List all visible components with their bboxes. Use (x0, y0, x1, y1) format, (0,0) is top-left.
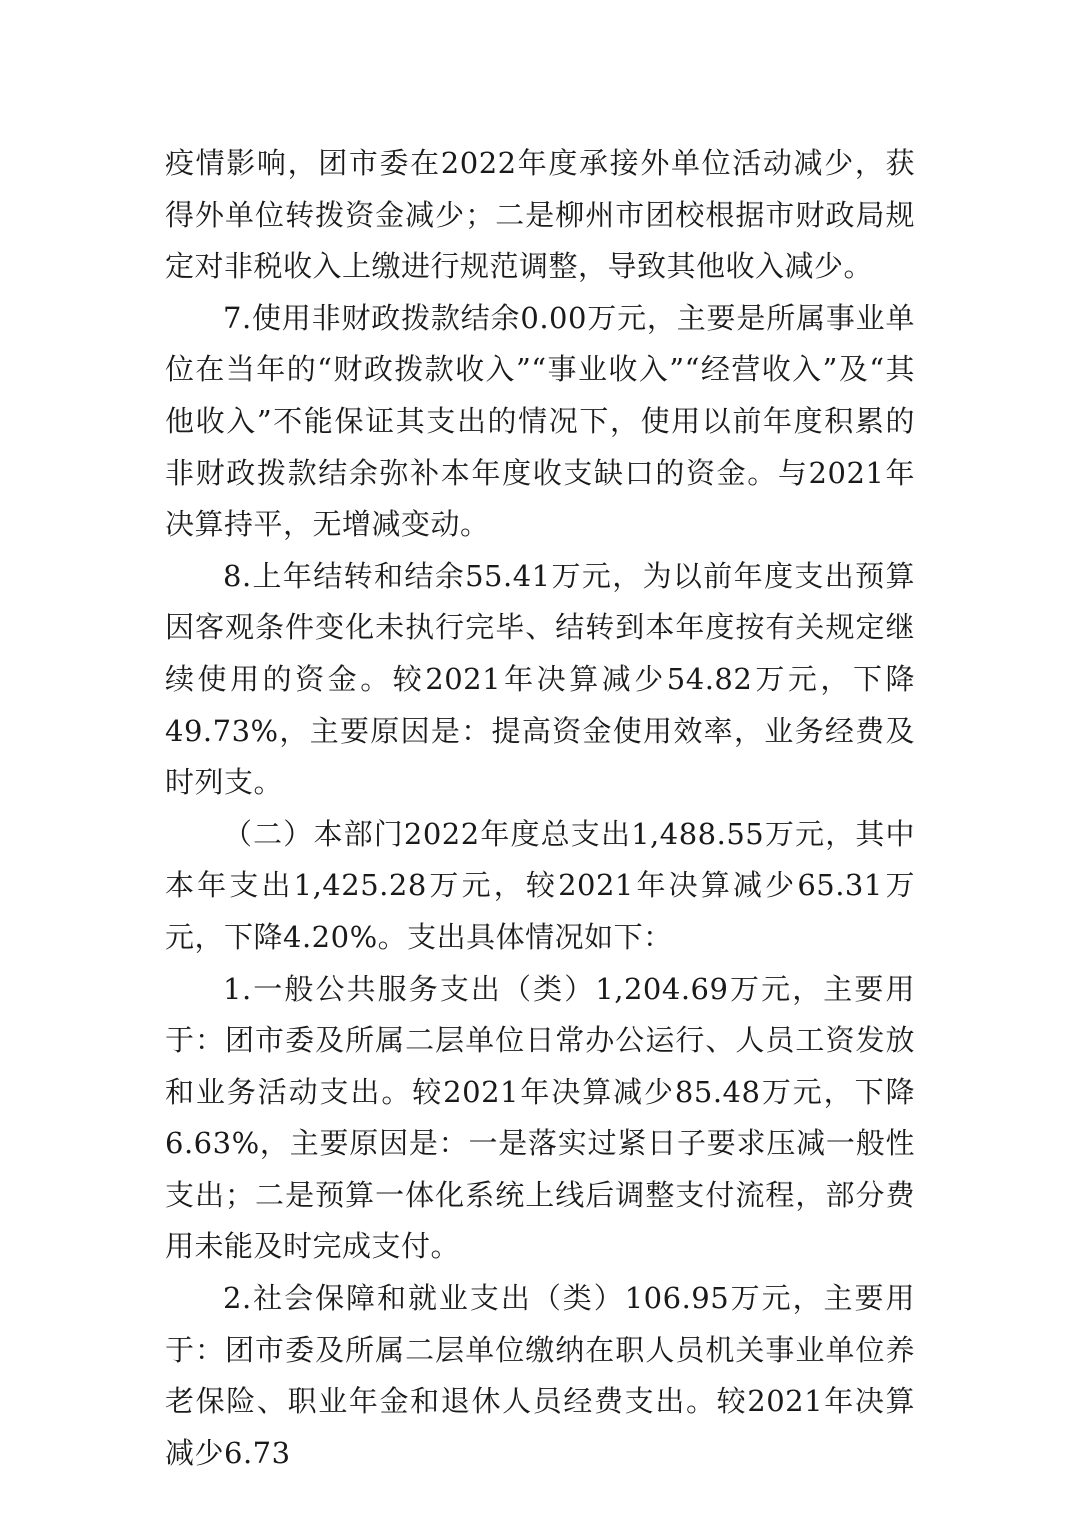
document-body (165, 138, 915, 1479)
paragraph-epidemic-impact: 疫情影响，团市委在2022年度承接外单位活动减少，获得外单位转拨资金减少；二是柳州市团校根据市财政局规定对非税收入上缴进行规范调整，导致其他收入减少。 (165, 146, 915, 284)
paragraph-non-fiscal-surplus: 7.使用非财政拨款结余0.00万元，主要是所属事业单位在当年的“财政拨款收入”“事业收入”“经营收入”及“其他收入”不能保证其支出的情况下，使用以前年度积累的非财政拨款结余弥补本年度收支缺口的资金。与2021年决算持平，无增减变动。 (165, 300, 915, 542)
paragraph-carryover-balance: 8.上年结转和结余55.41万元，为以前年度支出预算因客观条件变化未执行完毕、结转到本年度按有关规定继续使用的资金。较2021年决算减少54.82万元，下降49.73%，主要原因是：提高资金使用效率，业务经费及时列支。 (165, 558, 915, 800)
paragraph-total-expenditure: （二）本部门2022年度总支出1,488.55万元，其中本年支出1,425.28万元，较2021年决算减少65.31万元，下降4.20%。支出具体情况如下： (165, 816, 915, 954)
paragraph-general-public-services: 1.一般公共服务支出（类）1,204.69万元，主要用于：团市委及所属二层单位日常办公运行、人员工资发放和业务活动支出。较2021年决算减少85.48万元，下降6.63%，主要原因是：一是落实过紧日子要求压减一般性支出；二是预算一体化系统上线后调整支付流程，部分费用未能及时完成支付。 (165, 971, 915, 1264)
paragraph-social-security: 2.社会保障和就业支出（类）106.95万元，主要用于：团市委及所属二层单位缴纳在职人员机关事业单位养老保险、职业年金和退休人员经费支出。较2021年决算减少6.73 (165, 1281, 915, 1470)
